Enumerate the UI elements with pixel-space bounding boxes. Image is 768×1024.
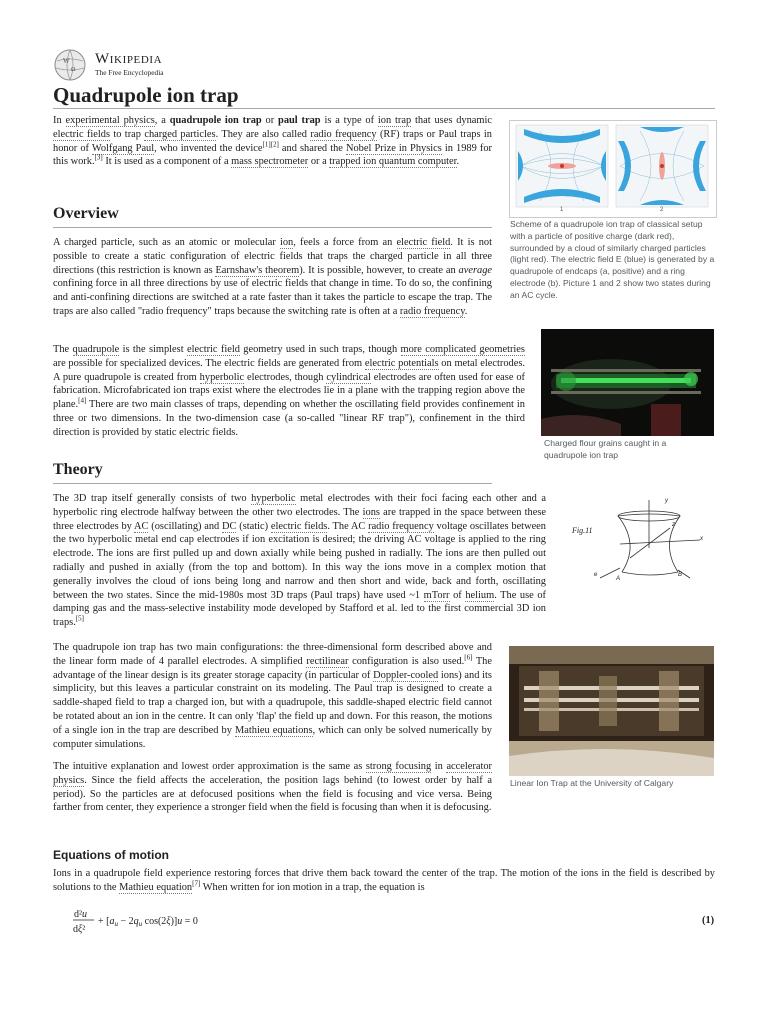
figure2-caption: Charged flour grains caught in a quadrupole ion trap [544,438,667,460]
3d-trap-drawing-image [560,498,715,590]
link-ac[interactable]: AC [134,520,149,532]
link-dc[interactable]: DC [222,520,237,532]
figure3-point-e: e [594,572,598,578]
link-wolfgang-paul[interactable]: Wolfgang Paul [91,142,155,154]
figure-linear-ion-trap-photo[interactable] [509,646,714,776]
link-experimental-physics[interactable]: experimental physics [65,115,155,126]
theory-paragraph-2: The quadrupole ion trap has two main configurations: the three-dimensional form described above and the linear form made of 4 parallel electrodes. A simplified rectilinear configuration is also used.[6] The advantage of the linear design is its greater storage capacity (in particular of Doppler-cooled ions) and its simplicity, but this leaves a particular constraint on its modeling. The Paul trap is designed to create a saddle-shaped field to trap a charged ion, but with a quadrupole, this saddle-shaped electric field cannot be rotated about an ion in the centre. It can only 'flap' the field up and down. For this reason, the motions of a single ion in the trap are described by Mathieu equations, which can only be solved numerically by computer simulations. [53,642,492,750]
link-mass-spectrometer[interactable]: mass spectrometer [231,156,309,168]
link-cylindrical[interactable]: cylindrical [326,371,371,383]
link-electric-field-2[interactable]: electric field [186,344,240,355]
link-more-complicated-geometries[interactable]: more complicated geometries [400,344,525,355]
link-rectilinear[interactable]: rectilinear [306,655,349,667]
link-charged-particles[interactable]: charged particles [144,128,216,140]
ref-4[interactable]: [4] [78,396,87,405]
mathieu-equation [70,904,270,938]
svg-text:dξ²: dξ² [73,924,86,935]
figure4-caption: Linear Ion Trap at the University of Calgary [510,778,674,788]
figure3-axis-z: z [672,522,675,528]
ref-1-2[interactable]: [1][2] [262,140,279,149]
link-electric-field[interactable]: electric field [396,237,451,248]
site-name[interactable]: Wikipedia [95,51,163,67]
figure1-caption: Scheme of a quadrupole ion trap of classical setup with a particle of positive charge (dark red), surrounded by a cloud of similarly charged particles (light red). The electric field E (blue) is generated by a quadrupole of endcaps (a, positive) and a ring electrode (b). Picture 1 and 2 show two states during an AC cycle. [510,219,715,300]
link-electric-fields[interactable]: electric fields [53,128,111,140]
theory-paragraph-3: The intuitive explanation and lowest order approximation is the same as strong focusing in accelerator physics. Since the field affects the acceleration, the position lags behind (to lowest order by half a period). So the particles are at defocused positions when the field is focusing and vice versa. Being farther from center, they experience a stronger field when the field is focusing than when it is defocusing. [53,761,492,814]
site-tagline: The Free Encyclopedia [95,68,164,77]
title-rule [53,108,715,109]
flour-grains-image [541,329,714,436]
link-mtorr[interactable]: mTorr [423,589,450,601]
linear-ion-trap-image [509,646,714,776]
overview-paragraph-1: A charged particle, such as an atomic or molecular ion, feels a force from an electric field. It is not possible to create a static configuration of electric fields that traps the charged particle in all three directions (this restriction is known as Earnshaw's theorem). It is possible, however, to create an average confining force in all three directions by use of electric fields that change in time. To do so, the confining and anti-confining directions are switched at a rate faster than it takes the particle to escape the trap. The traps are also called "radio frequency" traps because the switching rate is often at a radio frequency. [53,237,492,317]
figure3-point-b: B [678,572,683,578]
link-nobel-prize[interactable]: Nobel Prize in Physics [345,142,442,154]
svg-text:+ [au − 2qu cos(2ξ)]u = 0: + [$a_u - 2q_u$ cos(2ξ)]u = 0 [98,916,198,928]
link-radio-frequency-2[interactable]: radio frequency [399,305,465,317]
intro-paragraph: In experimental physics, a quadrupole ion trap or paul trap is a type of ion trap that uses dynamic electric fields to trap charged particles. They are also called radio frequency (RF) traps or Paul traps in honor of Wolfgang Paul, who invented the device[1][2] and shared the Nobel Prize in Physics in 1989 for this work.[3] It is used as a component of a mass spectrometer or a trapped ion quantum computer. [53,115,493,168]
link-radio-frequency-3[interactable]: radio frequency [368,520,434,532]
wikipedia-globe-icon[interactable] [53,49,87,81]
overview-rule [53,227,492,228]
mathieu-equation-image [70,904,270,938]
link-ion-trap[interactable]: ion trap [377,115,412,126]
figure3-axis-y: y [665,498,668,504]
figure3-point-a: A [616,576,621,582]
link-earnshaw-theorem[interactable]: Earnshaw's theorem [215,264,300,276]
figure-3d-trap-drawing[interactable] [560,498,715,590]
figure-quadrupole-scheme[interactable] [509,120,717,218]
theory-paragraph-1: The 3D trap itself generally consists of two hyperbolic metal electrodes with their foci facing each other and a hyperbolic ring electrode halfway between the other two electrodes. The ions are trapped in the space between these three electrodes by AC (oscillating) and DC (static) electric fields. The AC radio frequency voltage oscillates between the two hyperbolic metal end cap electrodes if ion excitation is desired; the driving AC voltage is applied to the ring electrode. The ions are first pulled up and down axially while being pushed in radially. The ions are then pulled out radially and pushed in axially (from the top and bottom). In this way the ions move in a complex motion that generally involves the cloud of ions being long and narrow and then short and wide, back and forth, oscillating between the two states. Since the mid-1980s most 3D traps (Paul traps) have used ~1 mTorr of helium. The use of damping gas and the mass-selective instability mode developed by Stafford et al. led to the first commercial 3D ion traps.[5] [53,493,547,629]
figure1-label-2: 2 [660,207,664,213]
link-helium[interactable]: helium [465,589,495,601]
link-mathieu-equation[interactable]: Mathieu equation [119,881,193,893]
link-ion[interactable]: ion [279,237,294,248]
section-heading-overview: Overview [53,205,119,222]
link-doppler-cooled[interactable]: Doppler-cooled [373,669,439,681]
site-header [53,49,253,81]
link-accelerator-physics[interactable]: accelerator physics [53,761,492,786]
link-strong-focusing[interactable]: strong focusing [365,761,432,772]
figure3-axis-x: x [700,536,703,542]
overview-paragraph-2: The quadrupole is the simplest electric field geometry used in such traps, though more complicated geometries are possible for specialized devices. The electric fields are generated from electric potentials on metal electrodes. A pure quadrupole is created from hyperbolic electrodes, though cylindrical electrodes are often used for ease of fabrication. Microfabricated ion traps exist where the electrodes lie in a plane with the trapping region above the plane.[4] There are two main classes of traps, depending on whether the oscillating field provides confinement in three or two dimensions. In the two-dimension case (a so-called "linear RF trap"), confinement in the third direction is provided by static electric fields. [53,344,526,438]
link-ions[interactable]: ions [362,506,380,518]
figure-flour-grains-photo[interactable] [541,329,714,436]
theory-rule [53,483,492,484]
equation-number: (1) [702,915,715,926]
link-electric-fields-2[interactable]: electric fields [270,520,328,532]
link-trapped-ion-quantum-computer[interactable]: trapped ion quantum computer [329,156,457,168]
link-radio-frequency[interactable]: radio frequency [310,128,377,140]
section-heading-theory: Theory [53,461,103,478]
ref-7[interactable]: [7] [192,879,201,888]
equations-paragraph-1: Ions in a quadrupole field experience restoring forces that drive them back toward the center of the trap. The motion of the ions in the field is described by solutions to the Mathieu equation[7] When written for ion motion in a trap, the equation is [53,868,715,893]
link-mathieu-equations[interactable]: Mathieu equations [235,724,313,736]
link-hyperbolic-2[interactable]: hyperbolic [251,493,296,504]
section-heading-equations: Equations of motion [53,848,169,862]
link-hyperbolic[interactable]: hyperbolic [199,371,245,383]
link-quadrupole[interactable]: quadrupole [72,344,120,355]
figure1-label-1: 1 [560,207,564,213]
ref-3[interactable]: [3] [94,153,103,162]
page-title: Quadrupole ion trap [53,83,239,107]
link-electric-potentials[interactable]: electric potentials [364,357,439,369]
figure3-label: Fig.11 [572,526,593,535]
svg-text:W: W [63,57,70,65]
svg-text:d²u: d²u [74,909,87,920]
ref-6[interactable]: [6] [464,653,473,662]
svg-text:Ω: Ω [71,67,76,73]
ref-5[interactable]: [5] [75,614,84,623]
quadrupole-scheme-image [510,121,716,217]
